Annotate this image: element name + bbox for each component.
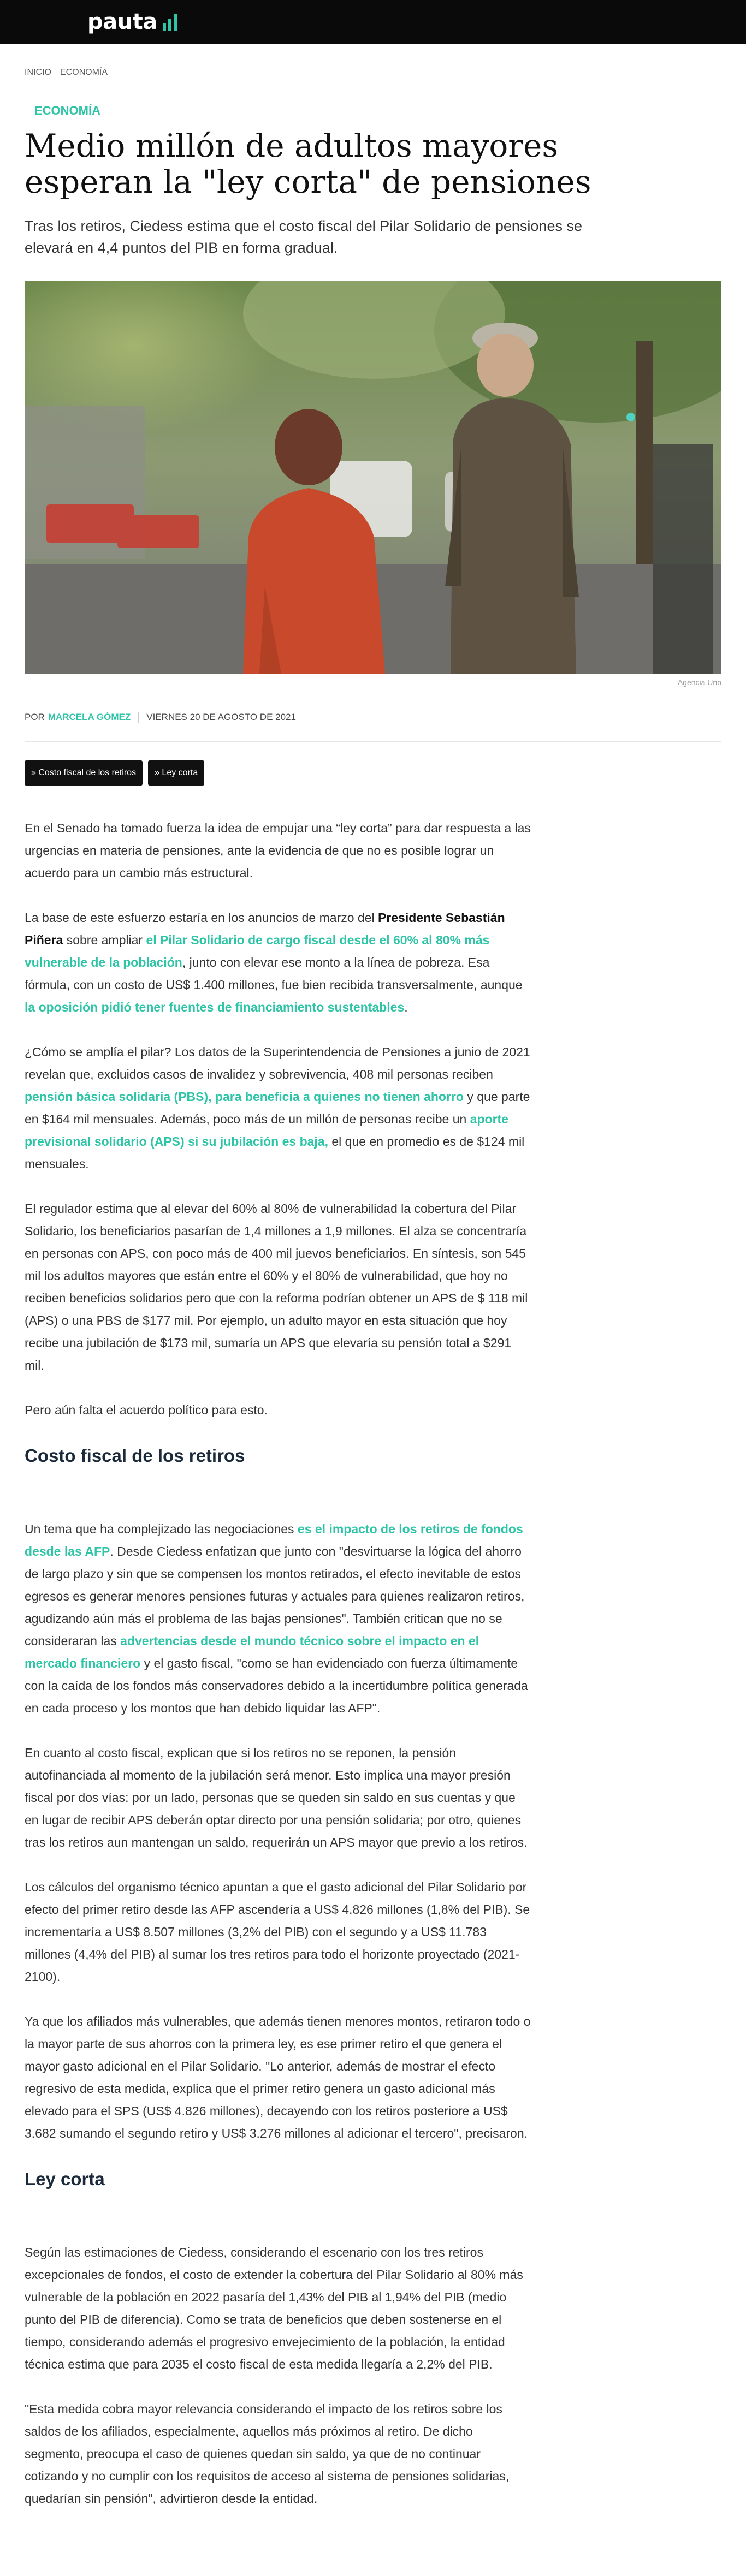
logo-text: pauta bbox=[87, 9, 157, 34]
byline-divider bbox=[138, 712, 139, 723]
article-subtitle: Tras los retiros, Ciedess estima que el costo fiscal del Pilar Solidario de pensiones se elevará en 4,4 puntos del PIB en forma gradual. bbox=[25, 218, 582, 256]
paragraph: "Esta medida cobra mayor relevancia considerando el impacto de los retiros sobre los saldos de los afiliados, especialmente, aquellos más próximos al retiro. De dicho segmento, preocupa el caso de quienes quedan sin saldo, ya que de no continuar cotizando y no cumplir con los requisitos de acceso al sistema de pensiones solidarias, quedarían sin pensión", advirtieron desde la entidad. bbox=[25, 2402, 510, 2506]
tag-costo-fiscal[interactable]: » Costo fiscal de los retiros bbox=[25, 760, 143, 786]
inline-link[interactable]: pensión básica solidaria (PBS), para beneficia a quienes no tienen ahorro bbox=[25, 1090, 464, 1104]
inline-link[interactable]: el Pilar Solidario de cargo fiscal desde el 60% al 80% más vulnerable de la población bbox=[25, 933, 490, 969]
tag-ley-corta[interactable]: » Ley corta bbox=[148, 760, 204, 786]
paragraph: La base de este esfuerzo estaría en los anuncios de marzo del Presidente Sebastián Piñera sobre ampliar el Pilar Solidario de cargo fiscal desde el 60% al 80% más vulnerable de la población, junto con elevar ese monto a la línea de pobreza. Esa fórmula, con un costo de US$ 1.400 millones, fue bien recibida transversalmente, aunque la oposición pidió tener fuentes de financiamiento sustentables. bbox=[25, 911, 523, 1014]
publish-date: VIERNES 20 DE AGOSTO DE 2021 bbox=[146, 712, 296, 722]
article-body bbox=[25, 817, 532, 2510]
logo-bars-icon bbox=[163, 13, 177, 31]
paragraph: En cuanto al costo fiscal, explican que si los retiros no se reponen, la pensión autofinanciada al momento de la jubilación será menor. Esto implica una mayor presión fiscal por dos vías: por un lado, personas que se queden sin saldo en sus cuentas y que en lugar de recibir APS deberán optar directo por una pensión solidaria; por otro, quienes tras los retiros aun mantengan un saldo, requerirán un APS mayor que previo a los retiros. bbox=[25, 1746, 528, 1849]
inline-link[interactable]: es el impacto de los retiros de fondos desde las AFP bbox=[25, 1522, 523, 1558]
elderly-couple-photo bbox=[25, 281, 721, 674]
byline bbox=[25, 712, 721, 742]
paragraph: El regulador estima que al elevar del 60% al 80% de vulnerabilidad la cobertura del Pilar Solidario, los beneficiarios pasarían de 1,4 millones a 1,9 millones. El alza se concentraría en personas con APS, con poco más de 400 mil juevos beneficiarios. En síntesis, son 545 mil los adultos mayores que están entre el 60% y el 80% de vulnerabilidad, que hoy no reciben beneficios solidarios pero que con la reforma podrían obtener un APS de $ 118 mil (APS) o una PBS de $177 mil. Por ejemplo, un adulto mayor en esta situación que hoy recibe una jubilación de $173 mil, sumaría un APS que elevaría su pensión total a $291 mil. bbox=[25, 1201, 528, 1372]
section-heading: Costo fiscal de los retiros bbox=[25, 1445, 245, 1466]
bold-text: Presidente Sebastián Piñera bbox=[25, 911, 505, 947]
site-header bbox=[0, 0, 746, 44]
paragraph: Un tema que ha complejizado las negociaciones es el impacto de los retiros de fondos desde las AFP. Desde Ciedess enfatizan que junto con "desvirtuarse la lógica del ahorro de largo plazo y sin que se compensen los montos retirados, el efecto inevitable de estos egresos es generar menores pensiones futuras y actuales para quienes realizaron retiros, agudizando aún más el problema de las bajas pensiones". También critican que no se consideraran las advertencias desde el mundo técnico sobre el impacto en el mercado financiero y el gasto fiscal, "como se han evidenciado con fuerza últimamente con la caída de los fondos más conservadores debido a la incertidumbre política generada en cada proceso y los montos que han debido liquidar las AFP". bbox=[25, 1522, 528, 1715]
inline-link[interactable]: aporte previsional solidario (APS) si su jubilación es baja, bbox=[25, 1112, 508, 1149]
paragraph: Los cálculos del organismo técnico apuntan a que el gasto adicional del Pilar Solidario por efecto del primer retiro desde las AFP ascendería a US$ 4.826 millones (1,8% del PIB). Se incrementaría a US$ 8.507 millones (3,2% del PIB) con el segundo y a US$ 11.783 millones (4,4% del PIB) al sumar los tres retiros para todo el horizonte proyectado (2021-2100). bbox=[25, 1880, 530, 1984]
byline-prefix: POR bbox=[25, 712, 45, 722]
photo-credit: Agencia Uno bbox=[677, 678, 721, 687]
breadcrumb-economia[interactable]: ECONOMÍA bbox=[60, 68, 108, 77]
section-label[interactable]: ECONOMÍA bbox=[34, 104, 100, 117]
paragraph: Según las estimaciones de Ciedess, considerando el escenario con los tres retiros excepcionales de fondos, el costo de extender la cobertura del Pilar Solidario al 80% más vulnerable de la población en 2022 pasaría del 1,43% del PIB al 1,94% del PIB (medio punto del PIB de diferencia). Como se trata de beneficios que deben sostenerse en el tiempo, considerando además el progresivo envejecimiento de la población, la entidad técnica estima que para 2035 el costo fiscal de esta medida llegaría a 2,2% del PIB. bbox=[25, 2245, 523, 2371]
paragraph: Ya que los afiliados más vulnerables, que además tienen menores montos, retiraron todo o la mayor parte de sus ahorros con la primera ley, es ese primer retiro el que genera el mayor gasto adicional en el Pilar Solidario. "Lo anterior, además de mostrar el efecto regresivo de esta medida, explica que el primer retiro genera un gasto adicional más elevado para el SPS (US$ 4.826 millones), decayendo con los retiros posteriore a US$ 3.682 sumando el segundo retiro y US$ 3.276 millones al adicionar el tercero", precisaron. bbox=[25, 2014, 531, 2140]
site-logo[interactable] bbox=[87, 9, 177, 34]
topic-tags bbox=[25, 760, 721, 786]
breadcrumb-inicio[interactable]: INICIO bbox=[25, 68, 51, 77]
article bbox=[25, 44, 721, 2510]
inline-link[interactable]: advertencias desde el mundo técnico sobre el impacto en el mercado financiero bbox=[25, 1634, 479, 1670]
paragraph: Pero aún falta el acuerdo político para esto. bbox=[25, 1403, 268, 1417]
section-heading: Ley corta bbox=[25, 2169, 105, 2189]
paragraph: ¿Cómo se amplía el pilar? Los datos de la Superintendencia de Pensiones a junio de 2021 revelan que, excluidos casos de invalidez y sobrevivencia, 408 mil personas reciben pensión básica solidaria (PBS), para beneficia a quienes no tienen ahorro y que parte en $164 mil mensuales. Además, poco más de un millón de personas recibe un aporte previsional solidario (APS) si su jubilación es baja, el que en promedio es de $124 mil mensuales. bbox=[25, 1045, 530, 1171]
author-link[interactable]: MARCELA GÓMEZ bbox=[48, 712, 131, 722]
paragraph: En el Senado ha tomado fuerza la idea de empujar una “ley corta” para dar respuesta a las urgencias en materia de pensiones, ante la evidencia de que no es posible lograr un acuerdo para un cambio más estructural. bbox=[25, 821, 531, 880]
hero-image bbox=[25, 281, 721, 674]
breadcrumb bbox=[25, 68, 721, 78]
page-title: Medio millón de adultos mayores esperan la "ley corta" de pensiones bbox=[25, 127, 591, 200]
inline-link[interactable]: la oposición pidió tener fuentes de financiamiento sustentables bbox=[25, 1000, 405, 1014]
